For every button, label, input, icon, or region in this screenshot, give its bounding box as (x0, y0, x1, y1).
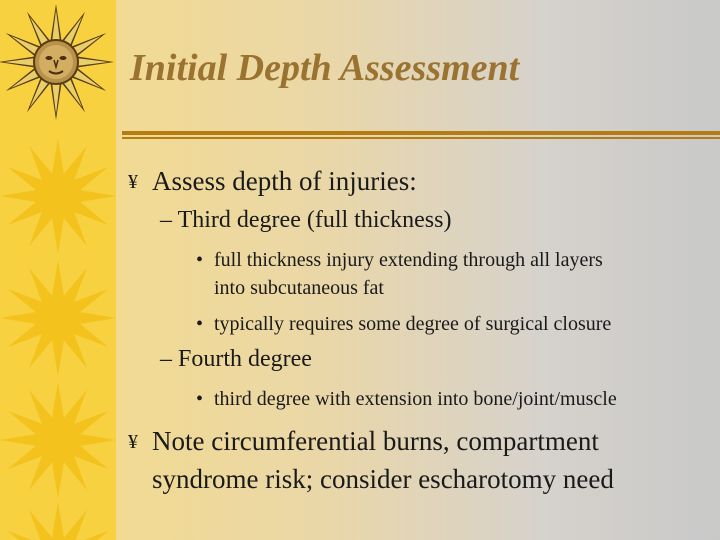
bullet-glyph: ¥ (128, 171, 138, 193)
bullet-level3 (196, 246, 603, 302)
sun-pattern (0, 0, 116, 540)
sun-icon (0, 4, 114, 120)
bullet-text: typically requires some degree of surgical closure (214, 313, 612, 335)
bullet-text: full thickness injury extending through all layers (214, 249, 603, 271)
bullet-text: Assess depth of injuries: (152, 166, 417, 196)
bullet-text: Note circumferential burns, compartment (152, 426, 599, 456)
bullet-text-continued: into subcutaneous fat (214, 277, 384, 299)
bullet-level1 (128, 423, 614, 498)
bullet-level1 (128, 163, 417, 201)
dot-glyph: • (196, 388, 204, 410)
bullet-level2 (160, 346, 312, 373)
sun-sidebar (0, 0, 116, 540)
dash-glyph: – (160, 207, 172, 233)
bullet-text-continued: syndrome risk; consider escharotomy need (152, 464, 614, 494)
slide-title: Initial Depth Assessment (130, 47, 520, 89)
bullet-text: Third degree (full thickness) (177, 207, 452, 233)
bullet-level2 (160, 207, 451, 234)
title-divider (122, 131, 720, 141)
dot-glyph: • (196, 249, 204, 271)
dot-glyph: • (196, 313, 204, 335)
bullet-level3 (196, 385, 617, 413)
bullet-text: third degree with extension into bone/joint/muscle (214, 388, 617, 410)
bullet-level3 (196, 310, 611, 338)
bullet-glyph: ¥ (128, 431, 138, 453)
dash-glyph: – (160, 346, 172, 372)
bullet-text: Fourth degree (178, 346, 312, 372)
